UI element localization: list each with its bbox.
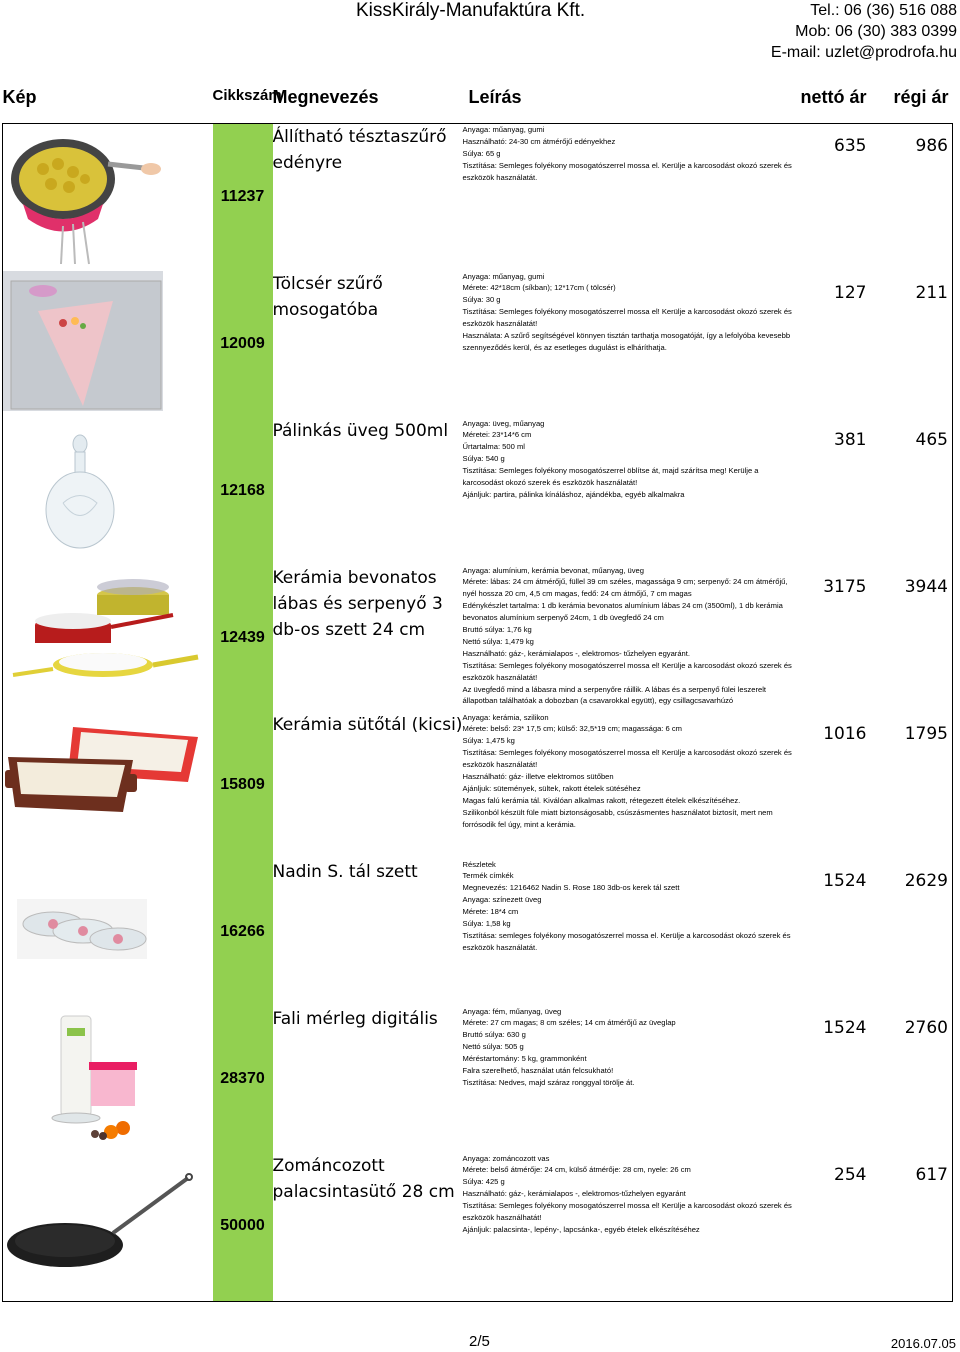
col-header-description: Leírás bbox=[468, 87, 522, 107]
product-description bbox=[463, 1153, 793, 1302]
glass-bottle-image bbox=[3, 418, 213, 563]
description-line: Tisztítása: Semleges folyékony mosogatószerrel mossa el! Kerülje a karcosodást okozó szerek és eszközök használatát! bbox=[462, 748, 792, 770]
net-price: 635 bbox=[793, 124, 873, 271]
table-header-row bbox=[3, 87, 953, 124]
table-row bbox=[3, 1153, 953, 1302]
product-sku-cell bbox=[213, 271, 273, 418]
product-image-cell bbox=[3, 418, 213, 565]
description-line: Mérete: belső átmérője: 24 cm, külső átmérője: 28 cm, nyele: 26 cm bbox=[462, 1165, 691, 1175]
old-price: 211 bbox=[873, 271, 953, 418]
product-sku-cell bbox=[213, 124, 273, 271]
description-line: Anyaga: kerámia, szilikon bbox=[462, 712, 549, 722]
product-description bbox=[463, 1006, 793, 1153]
product-name: Zománcozott palacsintasütő 28 cm bbox=[273, 1153, 463, 1302]
product-name: Kerámia sütőtál (kicsi) bbox=[272, 714, 463, 735]
product-sku-cell bbox=[213, 565, 273, 712]
product-description bbox=[463, 271, 793, 418]
product-sku: 28370 bbox=[220, 1069, 265, 1087]
product-description bbox=[463, 418, 793, 565]
product-image-cell bbox=[3, 1153, 213, 1302]
description-line: Anyaga: üveg, műanyag bbox=[462, 418, 545, 428]
description-line: Ajánljuk: partira, pálinka kínáláshoz, ajándékba, egyéb alkalmakra bbox=[462, 489, 685, 499]
description-line: Nettó súlya: 505 g bbox=[462, 1042, 524, 1052]
description-line: Mérete: 18*4 cm bbox=[462, 907, 519, 917]
description-line: Anyaga: zománcozott vas bbox=[462, 1153, 550, 1163]
description-line: Tisztítása: Semleges folyékony mosogatószerrel öblítse át, majd szárítsa meg! Kerülje a karcosodást okozó szerek és eszközök használatát! bbox=[462, 466, 759, 488]
description-line: Bruttó súlya: 1,76 kg bbox=[462, 625, 532, 635]
description-line: Termék címkék bbox=[462, 871, 514, 881]
contact-block bbox=[771, 0, 957, 63]
product-sku: 11237 bbox=[220, 188, 265, 205]
pasta-strainer-image bbox=[3, 124, 213, 269]
table-row bbox=[3, 124, 953, 271]
description-line: Anyaga: műanyag, gumi bbox=[462, 125, 545, 134]
product-name: Fali mérleg digitális bbox=[272, 1008, 438, 1029]
product-name: Pálinkás üveg 500ml bbox=[272, 420, 449, 441]
product-sku-cell bbox=[213, 1153, 273, 1302]
old-price: 2629 bbox=[873, 859, 953, 1006]
description-line: Súlya: 1,58 kg bbox=[462, 919, 511, 929]
description-line: Tisztítása: Semleges folyékony mosogatószerrel mossa el! Kerülje a karcosodást okozó szerek és eszközök használatát! bbox=[462, 307, 792, 329]
description-line: Súlya: 540 g bbox=[462, 454, 505, 464]
product-sku: 16266 bbox=[220, 922, 265, 940]
company-name: KissKirály-Manufaktúra Kft. bbox=[356, 0, 586, 21]
product-description bbox=[463, 565, 793, 712]
description-line: Tisztítása: Semleges folyékony mosogatószerrel mossa el! Kerülje a karcosodást okozó szerek és eszközök használatát! bbox=[462, 660, 792, 682]
description-line: Nettó súlya: 1,479 kg bbox=[462, 636, 534, 646]
description-line: Tisztítása: semleges folyékony mosogatószerrel mossa el. Kerülje a karcosodást okozó szerek és eszközök használatát. bbox=[462, 930, 791, 952]
net-price: 127 bbox=[834, 282, 867, 303]
description-line: Méretei: 23*14*6 cm bbox=[462, 430, 532, 440]
old-price: 986 bbox=[873, 124, 953, 271]
description-line: Anyaga: műanyag, gumi bbox=[462, 271, 545, 281]
old-price: 1795 bbox=[873, 712, 953, 859]
old-price: 2760 bbox=[873, 1006, 953, 1153]
description-line: Ajánljuk: sütemények, sültek, rakott ételek sütéséhez bbox=[462, 783, 641, 793]
net-price: 1524 bbox=[823, 870, 867, 891]
description-line: Anyaga: alumínium, kerámia bevonat, műanyag, üveg bbox=[462, 565, 645, 575]
description-line: Használható: gáz-, kerámialapos -, elektromos-tűzhelyen egyaránt bbox=[462, 1189, 686, 1199]
product-name: Állítható tésztaszűrő edényre bbox=[273, 124, 463, 271]
description-line: Súlya: 65 g bbox=[462, 148, 501, 158]
sink-funnel-strainer-image bbox=[3, 271, 213, 416]
description-line: Tisztítása: Semleges folyékony mosogatószerrel mossa el! Kerülje a karcosodást okozó szerek és eszközök használhatát! bbox=[462, 1201, 792, 1223]
product-image-cell bbox=[3, 712, 213, 859]
product-image-cell bbox=[3, 1006, 213, 1153]
product-image-cell bbox=[3, 565, 213, 712]
crepe-pan-image bbox=[3, 1153, 213, 1298]
description-line: Méréstartomány: 5 kg, grammonként bbox=[462, 1054, 587, 1064]
description-line: Mérete: 27 cm magas; 8 cm széles; 14 cm átmérőjű az üveglap bbox=[462, 1018, 676, 1028]
table-row bbox=[3, 859, 953, 1006]
product-image-cell bbox=[3, 859, 213, 1006]
description-line: Tisztítása: Semleges folyékony mosogatószerrel mossa el. Kerülje a karcosodást okozó szerek és eszközök használatát. bbox=[462, 160, 792, 182]
product-sku-cell bbox=[213, 859, 273, 1006]
col-header-sku: Cikkszám bbox=[212, 87, 282, 104]
email-address: E-mail: uzlet@prodrofa.hu bbox=[770, 44, 957, 61]
net-price: 381 bbox=[834, 429, 867, 450]
col-header-image: Kép bbox=[2, 87, 37, 107]
description-line: Mérete: lábas: 24 cm átmérőjű, füllel 39 cm széles, magassága 9 cm; serpenyő: 24 cm átmérőjű, nyél hossza 20 cm, 4,5 cm magas, fedő: 24 cm átmőjű, 7 cm magas bbox=[462, 577, 788, 599]
description-line: Használható: gáz- illetve elektromos sütőben bbox=[462, 772, 614, 782]
product-sku: 12168 bbox=[220, 481, 265, 499]
description-line: Használata: A szűrő segítségével könnyen tisztán tarthatja mosogatóját, így a lefolyóba kevesebb szennyeződés kerül, és az esetleges dugulást is elháríthatja. bbox=[462, 331, 791, 352]
table-row bbox=[3, 418, 953, 565]
product-sku: 12439 bbox=[220, 628, 265, 646]
net-price: 1524 bbox=[823, 1017, 867, 1038]
old-price: 617 bbox=[873, 1153, 953, 1302]
description-line: Bruttó súlya: 630 g bbox=[462, 1030, 526, 1040]
description-line: Anyaga: fém, műanyag, üveg bbox=[462, 1006, 562, 1016]
product-image-cell bbox=[3, 124, 213, 271]
description-line: Súlya: 30 g bbox=[462, 295, 501, 305]
product-table bbox=[2, 87, 953, 1302]
product-sku: 50000 bbox=[220, 1216, 265, 1234]
description-line: Használható: 24-30 cm átmérőjű edényekhez bbox=[462, 136, 616, 146]
ceramic-pot-set-image bbox=[3, 565, 213, 710]
product-sku: 15809 bbox=[220, 775, 265, 793]
product-sku-cell bbox=[213, 418, 273, 565]
product-description bbox=[463, 859, 793, 1006]
table-row bbox=[3, 1006, 953, 1153]
description-line: Anyaga: színezett üveg bbox=[462, 895, 542, 905]
mobile-number: Mob: 06 (30) 383 0399 bbox=[795, 23, 957, 40]
description-line: Részletek bbox=[462, 859, 496, 869]
description-line: Súlya: 1,475 kg bbox=[462, 736, 515, 746]
glass-bowl-set-image bbox=[3, 859, 213, 1004]
description-line: Súlya: 425 g bbox=[462, 1177, 505, 1187]
product-description bbox=[463, 124, 793, 271]
description-line: Szilikonból készült füle miatt biztonságosabb, csúszásmentes használatot biztosít, mert nem forrósodik fel úgy, mint a kerámia. bbox=[462, 807, 773, 829]
description-line: Mérete: belső: 23* 17,5 cm; külső: 32,5*19 cm; magassága: 6 cm bbox=[462, 724, 682, 734]
product-sku-cell bbox=[213, 1006, 273, 1153]
net-price: 254 bbox=[793, 1153, 873, 1302]
table-row bbox=[3, 712, 953, 859]
net-price: 1016 bbox=[823, 723, 867, 744]
print-date: 2016.07.05 bbox=[890, 1336, 956, 1351]
net-price: 3175 bbox=[823, 576, 867, 597]
table-row bbox=[3, 271, 953, 418]
product-sku-cell bbox=[213, 712, 273, 859]
description-line: Mérete: 42*18cm (síkban); 12*17cm ( tölcsér) bbox=[462, 283, 616, 293]
product-name: Kerámia bevonatos lábas és serpenyő 3 db-os szett 24 cm bbox=[272, 567, 443, 640]
product-sku: 12009 bbox=[220, 334, 265, 352]
description-line: Magas falú kerámia tál. Kiválóan alkalmas rakott, rétegezett ételek elkészítéséhez. bbox=[462, 795, 741, 805]
description-line: Falra szerelhető, használat után felcsukható! bbox=[462, 1066, 614, 1076]
product-name: Tölcsér szűrő mosogatóba bbox=[272, 273, 383, 320]
col-header-old-price: régi ár bbox=[893, 87, 949, 107]
table-row bbox=[3, 565, 953, 712]
description-line: Megnevezés: 1216462 Nadin S. Rose 180 3db-os kerek tál szett bbox=[462, 883, 680, 893]
description-line: Ajánljuk: palacsinta-, lepény-, lapcsánka-, egyéb ételek elkészítéséhez bbox=[462, 1224, 700, 1234]
product-image-cell bbox=[3, 271, 213, 418]
description-line: Az üvegfedő mind a lábasra mind a serpenyőre ráillik. A lábas és a serpenyő fülei leszerelt állapotban találhatóak a dobozban (a csavarokkal együtt), egy csillagcsavarhúzó bbox=[462, 684, 766, 706]
phone-number: Tel.: 06 (36) 516 088 bbox=[810, 2, 957, 19]
ceramic-baking-dish-image bbox=[3, 712, 213, 857]
page-number: 2/5 bbox=[469, 1333, 490, 1350]
col-header-name: Megnevezés bbox=[272, 87, 379, 107]
col-header-net-price: nettó ár bbox=[800, 87, 867, 107]
product-name: Nadin S. tál szett bbox=[272, 861, 418, 882]
old-price: 465 bbox=[873, 418, 953, 565]
description-line: Űrtartalma: 500 ml bbox=[462, 442, 525, 452]
digital-wall-scale-image bbox=[3, 1006, 213, 1151]
old-price: 3944 bbox=[873, 565, 953, 712]
product-description bbox=[463, 712, 793, 859]
description-line: Edénykészlet tartalma: 1 db kerámia bevonatos alumínium lábas 24 cm (3500ml), 1 db kerámia bevonatos alumínium serpenyő 24cm, 1 db üvegfedő 24 cm bbox=[462, 601, 783, 623]
description-line: Tisztítása: Nedves, majd száraz ronggyal törölje át. bbox=[462, 1077, 635, 1087]
description-line: Használható: gáz-, kerámialapos -, elektromos- tűzhelyen egyaránt. bbox=[462, 648, 691, 658]
